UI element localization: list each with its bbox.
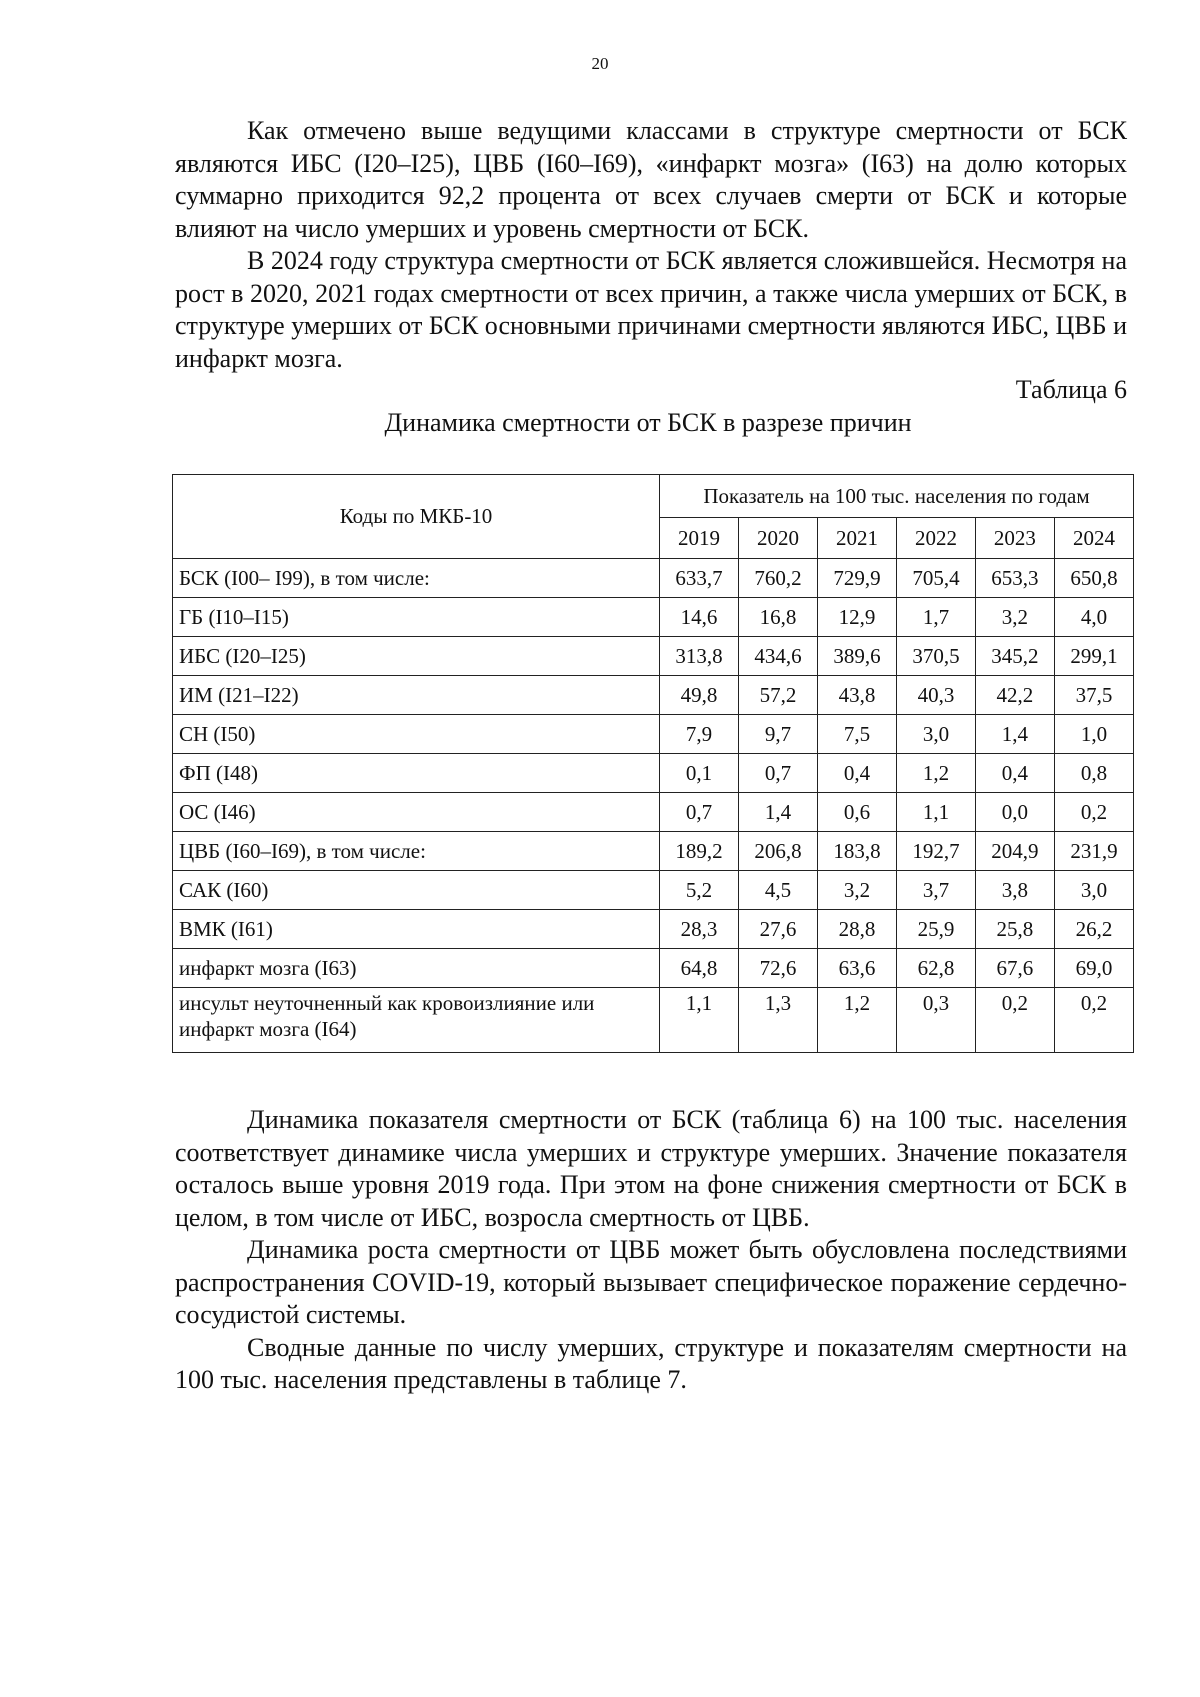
years-group-header: Показатель на 100 тыс. населения по годам: [660, 475, 1134, 518]
table-row: [173, 559, 1134, 598]
year-header: 2024: [1054, 518, 1133, 559]
intro-text: [175, 115, 1127, 375]
table-row: [173, 637, 1134, 676]
table-title: Динамика смертности от БСК в разрезе причин: [384, 408, 912, 437]
value-cell: 204,9: [975, 832, 1054, 871]
value-cell: 0,2: [1054, 988, 1133, 1053]
codes-header: Коды по МКБ-10: [173, 475, 660, 559]
table-row: [173, 910, 1134, 949]
value-cell: 0,1: [660, 754, 739, 793]
value-cell: 9,7: [738, 715, 817, 754]
value-cell: 25,8: [975, 910, 1054, 949]
value-cell: 0,8: [1054, 754, 1133, 793]
value-cell: 0,2: [1054, 793, 1133, 832]
value-cell: 729,9: [817, 559, 896, 598]
value-cell: 62,8: [896, 949, 975, 988]
value-cell: 43,8: [817, 676, 896, 715]
year-header: 2019: [660, 518, 739, 559]
value-cell: 0,2: [975, 988, 1054, 1053]
table-row: [173, 598, 1134, 637]
value-cell: 3,0: [896, 715, 975, 754]
value-cell: 25,9: [896, 910, 975, 949]
value-cell: 49,8: [660, 676, 739, 715]
value-cell: 57,2: [738, 676, 817, 715]
value-cell: 0,6: [817, 793, 896, 832]
value-cell: 37,5: [1054, 676, 1133, 715]
paragraph: Как отмечено выше ведущими классами в структуре смертности от БСК являются ИБС (I20–I25), ЦВБ (I60–I69), «инфаркт мозга» (I63) на долю которых суммарно приходится 92,2 процента от всех случаев смерти от БСК и которые влияют на число умерших и уровень смертности от БСК.: [175, 116, 1127, 243]
value-cell: 40,3: [896, 676, 975, 715]
value-cell: 16,8: [738, 598, 817, 637]
value-cell: 42,2: [975, 676, 1054, 715]
value-cell: 0,7: [660, 793, 739, 832]
row-label: ГБ (I10–I15): [173, 598, 660, 637]
value-cell: 189,2: [660, 832, 739, 871]
table-row: [173, 949, 1134, 988]
value-cell: 28,8: [817, 910, 896, 949]
value-cell: 27,6: [738, 910, 817, 949]
value-cell: 3,0: [1054, 871, 1133, 910]
value-cell: 26,2: [1054, 910, 1133, 949]
value-cell: 0,4: [817, 754, 896, 793]
value-cell: 653,3: [975, 559, 1054, 598]
row-label: ЦВБ (I60–I69), в том числе:: [173, 832, 660, 871]
page-number: 20: [591, 54, 609, 73]
value-cell: 1,1: [896, 793, 975, 832]
value-cell: 183,8: [817, 832, 896, 871]
table-row: [173, 871, 1134, 910]
value-cell: 3,8: [975, 871, 1054, 910]
mortality-table: [172, 474, 1134, 1053]
row-label: ОС (I46): [173, 793, 660, 832]
value-cell: 7,5: [817, 715, 896, 754]
value-cell: 760,2: [738, 559, 817, 598]
value-cell: 313,8: [660, 637, 739, 676]
table-label: Таблица 6: [1015, 375, 1127, 404]
row-label: БСК (I00– I99), в том числе:: [173, 559, 660, 598]
row-label: инфаркт мозга (I63): [173, 949, 660, 988]
year-header: 2020: [738, 518, 817, 559]
year-header: 2022: [896, 518, 975, 559]
row-label: СН (I50): [173, 715, 660, 754]
paragraph: Динамика показателя смертности от БСК (таблица 6) на 100 тыс. населения соответствует динамике числа умерших и структуре умерших. Значение показателя осталось выше уровня 2019 года. При этом на фоне снижения смертности от БСК в целом, в том числе от ИБС, возросла смертность от ЦВБ.: [175, 1105, 1127, 1232]
value-cell: 370,5: [896, 637, 975, 676]
value-cell: 3,7: [896, 871, 975, 910]
table-row: [173, 832, 1134, 871]
value-cell: 1,1: [660, 988, 739, 1053]
value-cell: 0,7: [738, 754, 817, 793]
value-cell: 0,4: [975, 754, 1054, 793]
value-cell: 4,5: [738, 871, 817, 910]
value-cell: 63,6: [817, 949, 896, 988]
value-cell: 633,7: [660, 559, 739, 598]
row-label: ВМК (I61): [173, 910, 660, 949]
value-cell: 1,7: [896, 598, 975, 637]
paragraph: В 2024 году структура смертности от БСК является сложившейся. Несмотря на рост в 2020, 2021 годах смертности от всех причин, а также числа умерших от БСК, в структуре умерших от БСК основными причинами смертности являются ИБС, ЦВБ и инфаркт мозга.: [175, 246, 1127, 373]
value-cell: 1,2: [896, 754, 975, 793]
value-cell: 0,0: [975, 793, 1054, 832]
value-cell: 0,3: [896, 988, 975, 1053]
value-cell: 1,2: [817, 988, 896, 1053]
value-cell: 14,6: [660, 598, 739, 637]
table-row: [173, 793, 1134, 832]
table-row: [173, 715, 1134, 754]
value-cell: 4,0: [1054, 598, 1133, 637]
value-cell: 64,8: [660, 949, 739, 988]
row-label: ФП (I48): [173, 754, 660, 793]
value-cell: 72,6: [738, 949, 817, 988]
value-cell: 1,4: [975, 715, 1054, 754]
value-cell: 434,6: [738, 637, 817, 676]
value-cell: 28,3: [660, 910, 739, 949]
year-header: 2021: [817, 518, 896, 559]
row-label: ИМ (I21–I22): [173, 676, 660, 715]
value-cell: 650,8: [1054, 559, 1133, 598]
value-cell: 1,0: [1054, 715, 1133, 754]
row-label: ИБС (I20–I25): [173, 637, 660, 676]
value-cell: 299,1: [1054, 637, 1133, 676]
value-cell: 7,9: [660, 715, 739, 754]
value-cell: 1,3: [738, 988, 817, 1053]
paragraph: Динамика роста смертности от ЦВБ может быть обусловлена последствиями распространения COVID-19, который вызывает специфическое поражение сердечно-сосудистой системы.: [175, 1235, 1127, 1329]
row-label: САК (I60): [173, 871, 660, 910]
value-cell: 3,2: [817, 871, 896, 910]
value-cell: 12,9: [817, 598, 896, 637]
value-cell: 345,2: [975, 637, 1054, 676]
value-cell: 231,9: [1054, 832, 1133, 871]
value-cell: 69,0: [1054, 949, 1133, 988]
table-row: [173, 676, 1134, 715]
row-label: инсульт неуточненный как кровоизлияние или инфаркт мозга (I64): [173, 988, 660, 1053]
value-cell: 206,8: [738, 832, 817, 871]
value-cell: 5,2: [660, 871, 739, 910]
paragraph: Сводные данные по числу умерших, структуре и показателям смертности на 100 тыс. населения представлены в таблице 7.: [175, 1332, 1127, 1394]
value-cell: 705,4: [896, 559, 975, 598]
value-cell: 67,6: [975, 949, 1054, 988]
value-cell: 1,4: [738, 793, 817, 832]
table-row: [173, 988, 1134, 1053]
year-header: 2023: [975, 518, 1054, 559]
value-cell: 192,7: [896, 832, 975, 871]
value-cell: 389,6: [817, 637, 896, 676]
value-cell: 3,2: [975, 598, 1054, 637]
outro-text: [175, 1104, 1127, 1397]
table-row: [173, 754, 1134, 793]
